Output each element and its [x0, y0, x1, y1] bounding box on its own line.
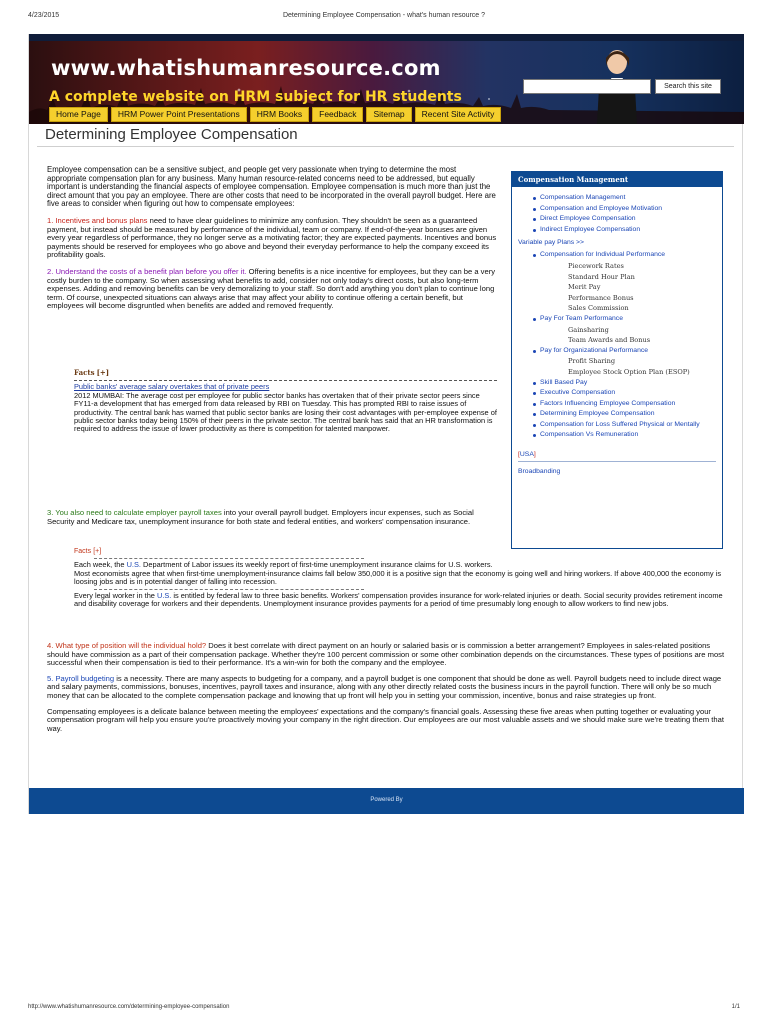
sidebar-list-team [512, 314, 722, 325]
sidebar-link[interactable]: Compensation for Individual Performance [540, 250, 722, 261]
facts-1-body: 2012 MUMBAI: The average cost per employee for public sector banks has overtaken that of their private sector peers since FY11-a development that has emerged from data released by RBI on Tuesday. This has prompted RBI to raise issues of productivity. The central bank has warned that public sector banks are losing their cost advantages with per-employee expense of public sector banks today being 150% of their peers in the private sector. The central bank has said that an HR transformation is required to address the issue of lower productivity as there is competition for talented manpower. [74, 390, 497, 434]
intro-paragraph: Employee compensation can be a sensitive subject, and people get very passionate when trying to determine the most appropriate compensation plan for any business. Many human resource-related concerns need to be addressed, but equally important is understanding the financial aspects of employee compensation. Employee compensation is much more than just the direct amount that you pay an employee. There are other costs that need to be incorporated in the overall payroll budget. Here are five areas to consider when figuring out how to compensate employees: [47, 165, 496, 209]
nav-item-feedback[interactable]: Feedback [312, 107, 363, 122]
sidebar-sublink[interactable]: Sales Commission [568, 304, 629, 313]
section-5-body: is a necessity. There are many aspects to budgeting for a company, and a payroll budget is one component that should be done as well. Payroll budgets need to include direct wage and salary payments, commissions, bonuses, incentives, payroll taxes and insurance, along with any other directly related costs the business incurs in the payroll function. There will only be so much money that can be allocated to the complete compensation package and knowing that up front will help you in setting your commission, incentive, bonus and raise strategies up front. [47, 673, 722, 700]
print-date: 4/23/2015 [28, 12, 60, 19]
section-5 [47, 675, 727, 701]
sidebar-link[interactable]: Determining Employee Compensation [540, 409, 722, 420]
sidebar-sublink[interactable]: Profit Sharing [568, 357, 616, 366]
article-body [47, 166, 497, 319]
section-2-heading: 2. Understand the costs of a benefit plan before you offer it. [47, 266, 247, 276]
facts-article-link[interactable]: Public banks' average salary overtakes that of private peers [74, 382, 270, 392]
facts-expand-toggle[interactable]: [+] [96, 368, 110, 377]
nav-item-recent-activity[interactable]: Recent Site Activity [415, 107, 502, 122]
section-2-body: Offering benefits is a nice incentive for employees, but they can be a very costly burden to the company. So when assessing what benefits to add, consider not only today's direct costs, but also long-term expenses. Adding and removing benefits can be very demoralizing to your staff. So don't add anything you don't plan to continue long term. Of course, unexpected situations can always arise that may affect your ability to continue offering a certain benefit, but employees will become disgruntled when benefits are added and removed frequently. [47, 266, 496, 311]
sidebar-link[interactable]: Indirect Employee Compensation [540, 225, 722, 236]
section-1-heading: 1. Incentives and bonus plans [47, 215, 148, 225]
site-tagline: A complete website on HRM subject for HR students [49, 89, 462, 105]
web-page [28, 34, 743, 814]
sidebar-link[interactable]: Pay for Organizational Performance [540, 346, 722, 357]
section-2 [47, 268, 497, 311]
sidebar-title: Compensation Management [512, 172, 722, 187]
sidebar-sublink[interactable]: Team Awards and Bonus [568, 336, 651, 345]
title-divider [37, 146, 734, 147]
sidebar-link[interactable]: Direct Employee Compensation [540, 214, 722, 225]
sidebar-link[interactable]: Compensation Vs Remuneration [540, 430, 722, 441]
section-3-heading: 3. You also need to calculate employer payroll taxes [47, 508, 222, 517]
section-5-heading: 5. Payroll budgeting [47, 673, 115, 683]
sidebar-sublist-team [512, 325, 722, 346]
page-title: Determining Employee Compensation [45, 126, 298, 143]
article-body-lower [47, 642, 727, 740]
facts-2-paragraph-2: Most economists agree that when first-time unemployment-insurance claims fall below 350,000 it is a positive sign that the economy is going well and hiring workers. If above 400,000 the economy is loosing jobs and is in potential danger of falling into recession. [74, 568, 722, 587]
closing-paragraph: Compensating employees is a delicate balance between meeting the employees' expectations and the company's financial goals. Assessing these five areas when putting together or evaluating your compensation program will help you ensure you're proactively moving your company in the right direction. Our employees are our most valuable assets and we should make sure we're treating them that way. [47, 706, 724, 733]
facts-2-divider-2 [94, 589, 364, 590]
sidebar-list-org [512, 346, 722, 357]
print-header [28, 12, 740, 22]
banner-top-strip [29, 34, 744, 41]
main-nav [49, 107, 501, 123]
site-footer [29, 788, 744, 814]
sidebar-list-a [512, 193, 722, 235]
search-button[interactable]: Search this site [655, 79, 721, 94]
sidebar-link[interactable]: Pay For Team Performance [540, 314, 722, 325]
sidebar-sublink[interactable]: Piecework Rates [568, 261, 624, 270]
sidebar-sublink[interactable]: Employee Stock Option Plan (ESOP) [568, 367, 690, 376]
facts-box-1 [74, 369, 497, 434]
sidebar-divider [518, 461, 716, 462]
site-url-logo[interactable]: www.whatishumanresource.com [51, 56, 441, 80]
sidebar-sublink[interactable]: Standard Hour Plan [568, 272, 635, 281]
nav-item-books[interactable]: HRM Books [250, 107, 309, 122]
sidebar-link[interactable]: Compensation for Loss Suffered Physical or Mentally [540, 420, 722, 431]
section-1 [47, 217, 497, 260]
section-4-body: Does it best correlate with direct payment on an hourly or salaried basis or is commission a better arrangement? Employees in sales-related positions should have commission as a part of their compensation package. Whether they're 100 percent commission or some other combination depends on the circumstances. These types of positions are most successful when their compensation is tied to their performance. It's a win-win for both the company and the employee. [47, 641, 725, 668]
sidebar-link[interactable]: Executive Compensation [540, 388, 722, 399]
broadbanding-link[interactable]: Broadbanding [518, 468, 561, 476]
sidebar-list-b [512, 378, 722, 442]
us-link-2[interactable]: U.S. [156, 590, 172, 600]
facts-expand-toggle-2[interactable]: [+] [93, 548, 102, 555]
sidebar-sublink[interactable]: Gainsharing [568, 325, 609, 334]
section-4 [47, 642, 727, 668]
sidebar-sublink[interactable]: Performance Bonus [568, 293, 634, 302]
sidebar-link[interactable]: Compensation and Employee Motivation [540, 204, 722, 215]
sidebar-link[interactable]: Skill Based Pay [540, 378, 722, 389]
sidebar-list-variable [512, 250, 722, 261]
search-input[interactable] [523, 79, 651, 94]
sidebar-sublist-individual [512, 261, 722, 314]
print-footer [28, 1004, 740, 1014]
facts-box-2 [74, 547, 724, 608]
print-page-count: 1/1 [731, 1004, 740, 1010]
section-3 [47, 509, 502, 526]
sidebar-link[interactable]: Factors Influencing Employee Compensation [540, 399, 722, 410]
nav-item-sitemap[interactable]: Sitemap [366, 107, 411, 122]
section-1-body: need to have clear guidelines to minimize any confusion. They shouldn't be seen as a guaranteed payment, but instead should be measured by performance of the individual, team or company. If end-of-the-year bonuses are given every year regardless of performance, they no longer serve as a motivating factor; they are expected payments. Incentives and bonus payments should be reserved for employees who go above and beyond their everyday performance to help the company exceed its profitability goals. [47, 215, 497, 260]
facts-2-divider [94, 558, 364, 559]
facts-label-2: Facts [74, 548, 92, 555]
nav-item-home[interactable]: Home Page [49, 107, 108, 122]
sidebar-link[interactable]: Compensation Management [540, 193, 722, 204]
facts-label: Facts [74, 368, 95, 377]
variable-pay-link[interactable]: Variable pay Plans >> [518, 239, 584, 247]
facts-divider [74, 380, 497, 381]
powered-by-text: Powered By [370, 797, 403, 803]
facts-2-paragraph-3: Every legal worker in the U.S. is entitled by federal law to three basic benefits. Workers' compensation provides insurance for work-related injuries or death. Social security provides retirement income and disability coverage for workers and their dependents. Unemployment insurance provides payments for a period of time presumably long enough to allow workers to find new jobs. [74, 590, 723, 609]
section-4-heading: 4. What type of position will the individual hold? [47, 641, 207, 650]
sidebar-compensation-menu [511, 171, 723, 549]
section-3-body: into your overall payroll budget. Employers incur expenses, such as Social Security and Medicare tax, unemployment insurance for both state and federal entities, and workers' compensation insurance. [47, 508, 474, 526]
print-url: http://www.whatishumanresource.com/determining-employee-compensation [28, 1004, 230, 1010]
print-doc-title: Determining Employee Compensation - what's human resource ? [282, 12, 486, 19]
sidebar-sublist-org [512, 356, 722, 377]
nav-item-ppt[interactable]: HRM Power Point Presentations [111, 107, 247, 122]
sidebar-sublink[interactable]: Merit Pay [568, 283, 601, 292]
facts-2-paragraph-1: Each week, the U.S. Department of Labor issues its weekly report of first-time unemployment insurance claims for U.S. workers. [74, 560, 493, 570]
usa-link[interactable]: [USA] [518, 451, 536, 459]
us-link[interactable]: U.S. [126, 560, 141, 570]
